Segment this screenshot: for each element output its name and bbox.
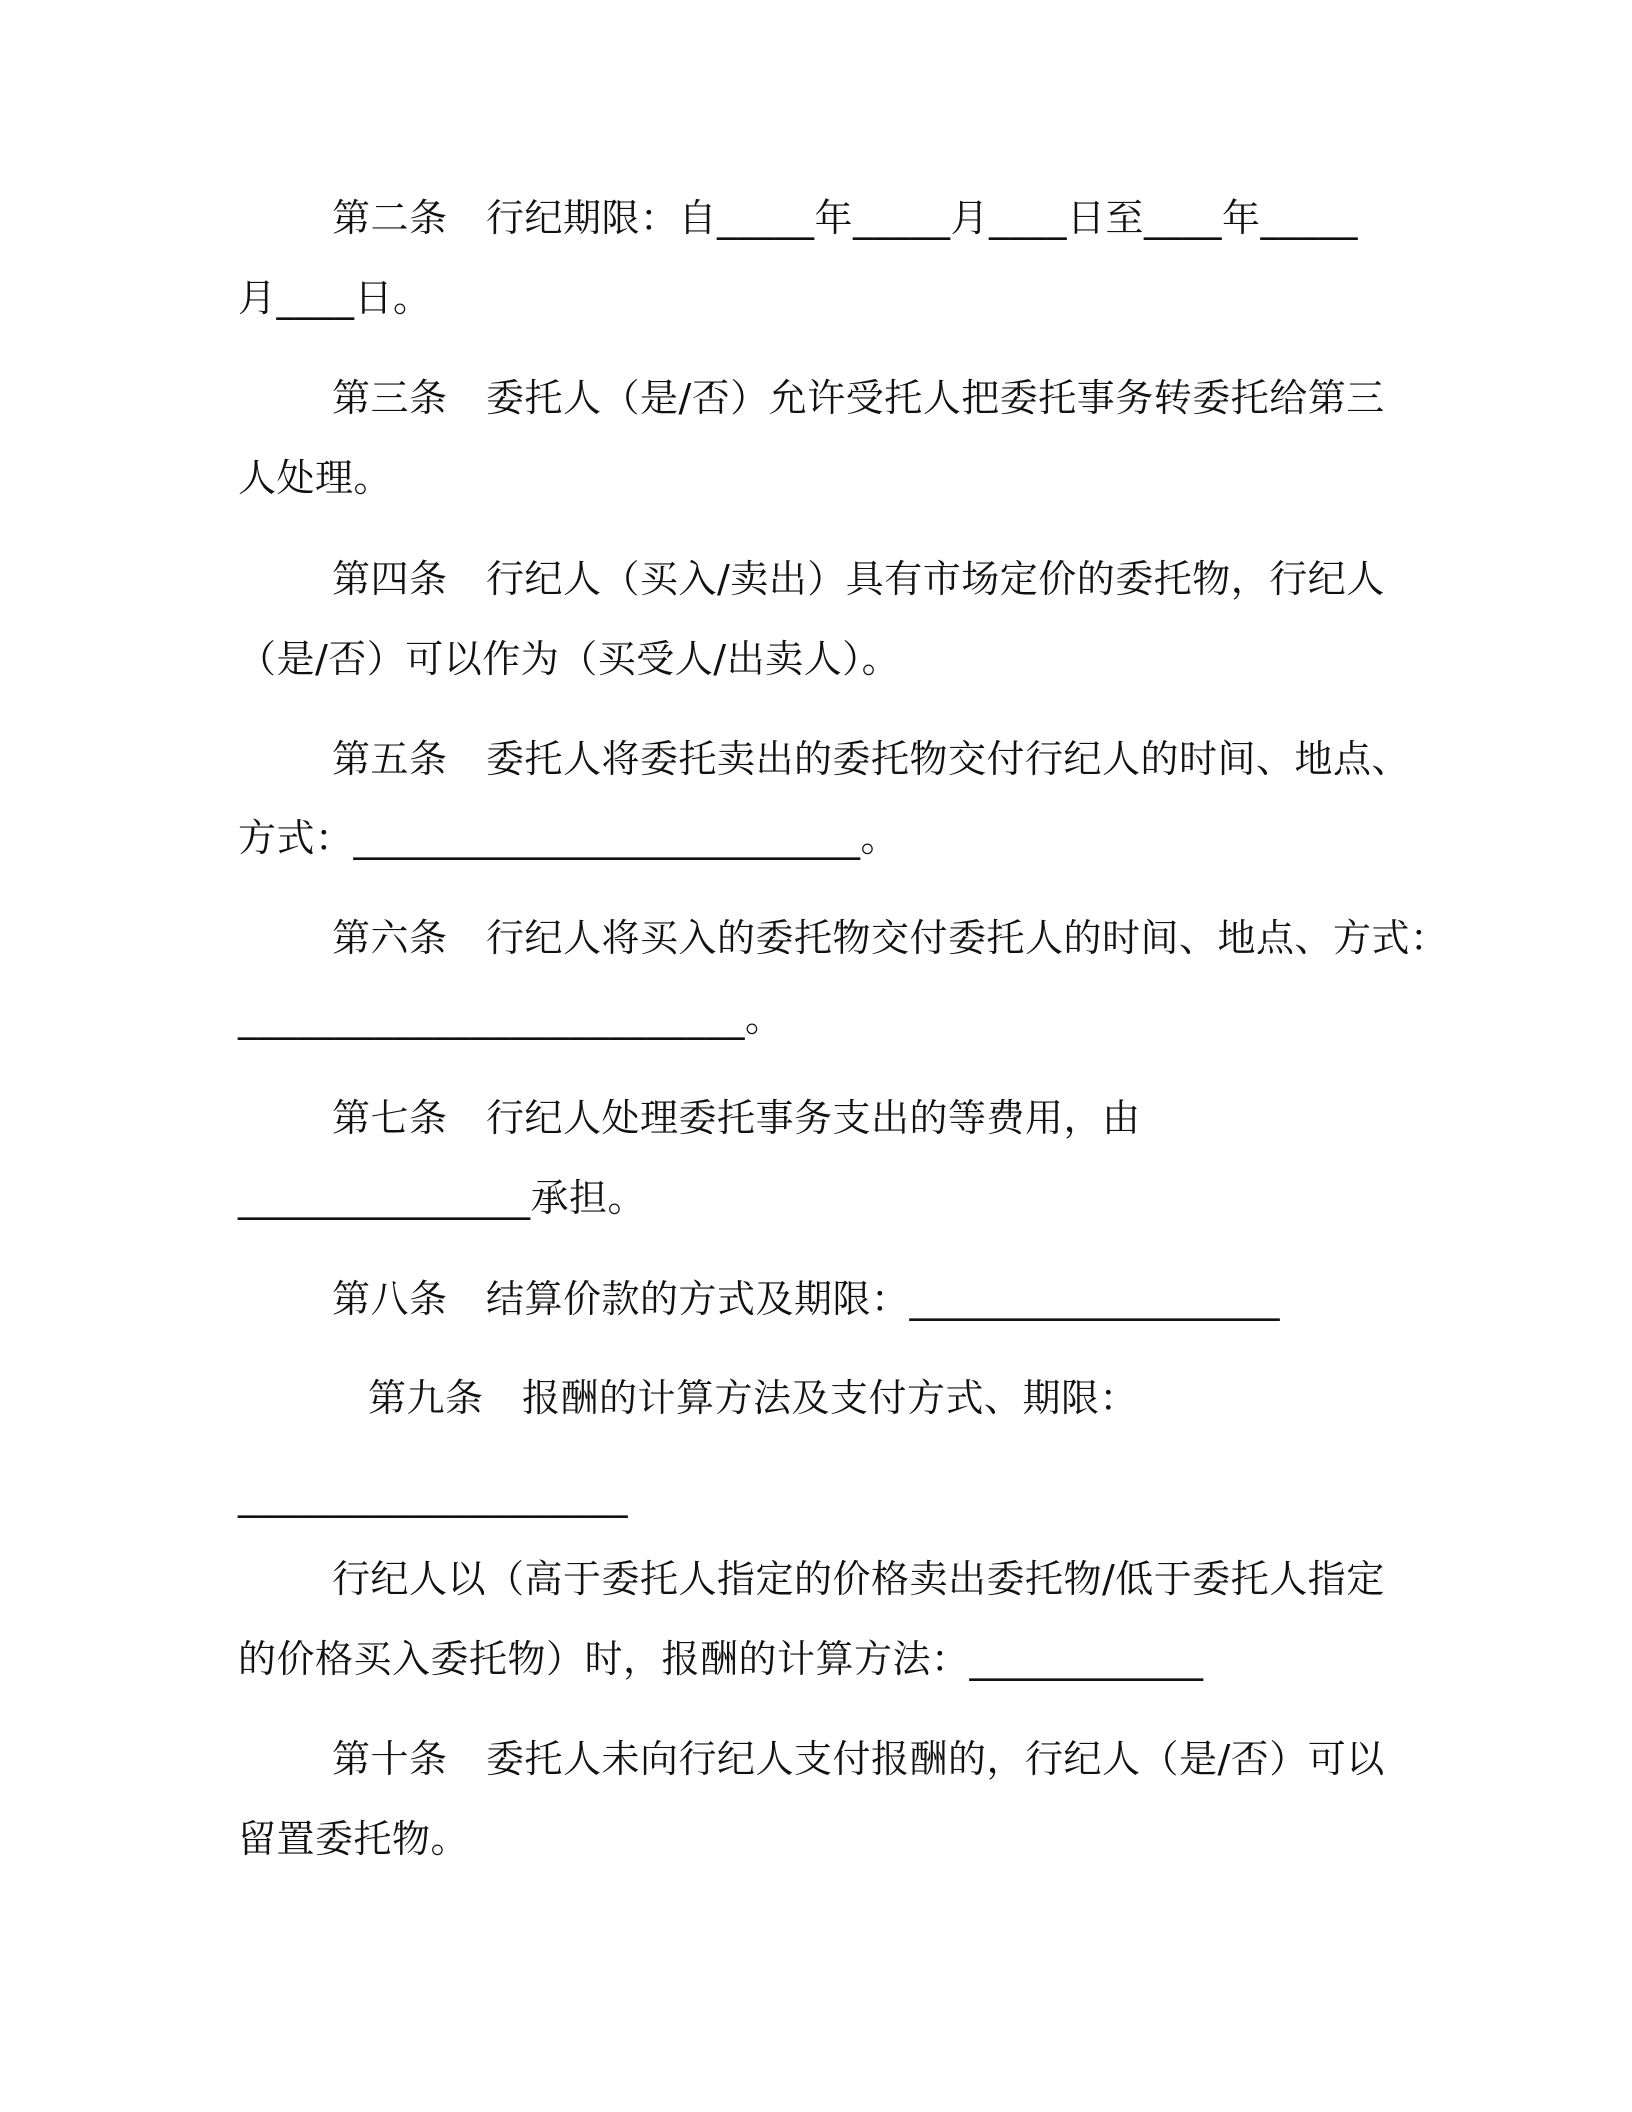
article-5-line-2: 方式：__________________________。: [238, 816, 900, 860]
article-3-line-2: 人处理。: [238, 456, 393, 500]
article-6-line-2: __________________________。: [238, 996, 784, 1040]
article-10-line-2: 留置委托物。: [238, 1817, 470, 1861]
article-3-line-1: 第三条 委托人（是/否）允许受托人把委托事务转委托给第三: [332, 376, 1385, 420]
article-4-line-1: 第四条 行纪人（买入/卖出）具有市场定价的委托物，行纪人: [332, 557, 1385, 601]
article-8-line-1: 第八条 结算价款的方式及期限：___________________: [332, 1277, 1281, 1321]
article-9-note-line-2: 的价格买入委托物）时，报酬的计算方法：____________: [238, 1637, 1204, 1681]
article-9-line-2: ____________________: [238, 1474, 628, 1518]
article-5-line-1: 第五条 委托人将委托卖出的委托物交付行纪人的时间、地点、: [332, 737, 1411, 781]
article-9-note-line-1: 行纪人以（高于委托人指定的价格卖出委托物/低于委托人指定: [332, 1557, 1385, 1601]
article-7-line-2: _______________承担。: [238, 1176, 647, 1220]
article-7-line-1: 第七条 行纪人处理委托事务支出的等费用，由: [332, 1096, 1141, 1140]
article-6-line-1: 第六条 行纪人将买入的委托物交付委托人的时间、地点、方式：: [332, 916, 1449, 960]
article-2-line-1: 第二条 行纪期限：自_____年_____月____日至____年_____: [332, 196, 1359, 240]
article-9-line-1: 第九条 报酬的计算方法及支付方式、期限：: [368, 1376, 1139, 1420]
article-10-line-1: 第十条 委托人未向行纪人支付报酬的，行纪人（是/否）可以: [332, 1737, 1385, 1781]
article-2-line-2: 月____日。: [238, 276, 432, 320]
article-4-line-2: （是/否）可以作为（买受人/出卖人）。: [238, 637, 901, 681]
